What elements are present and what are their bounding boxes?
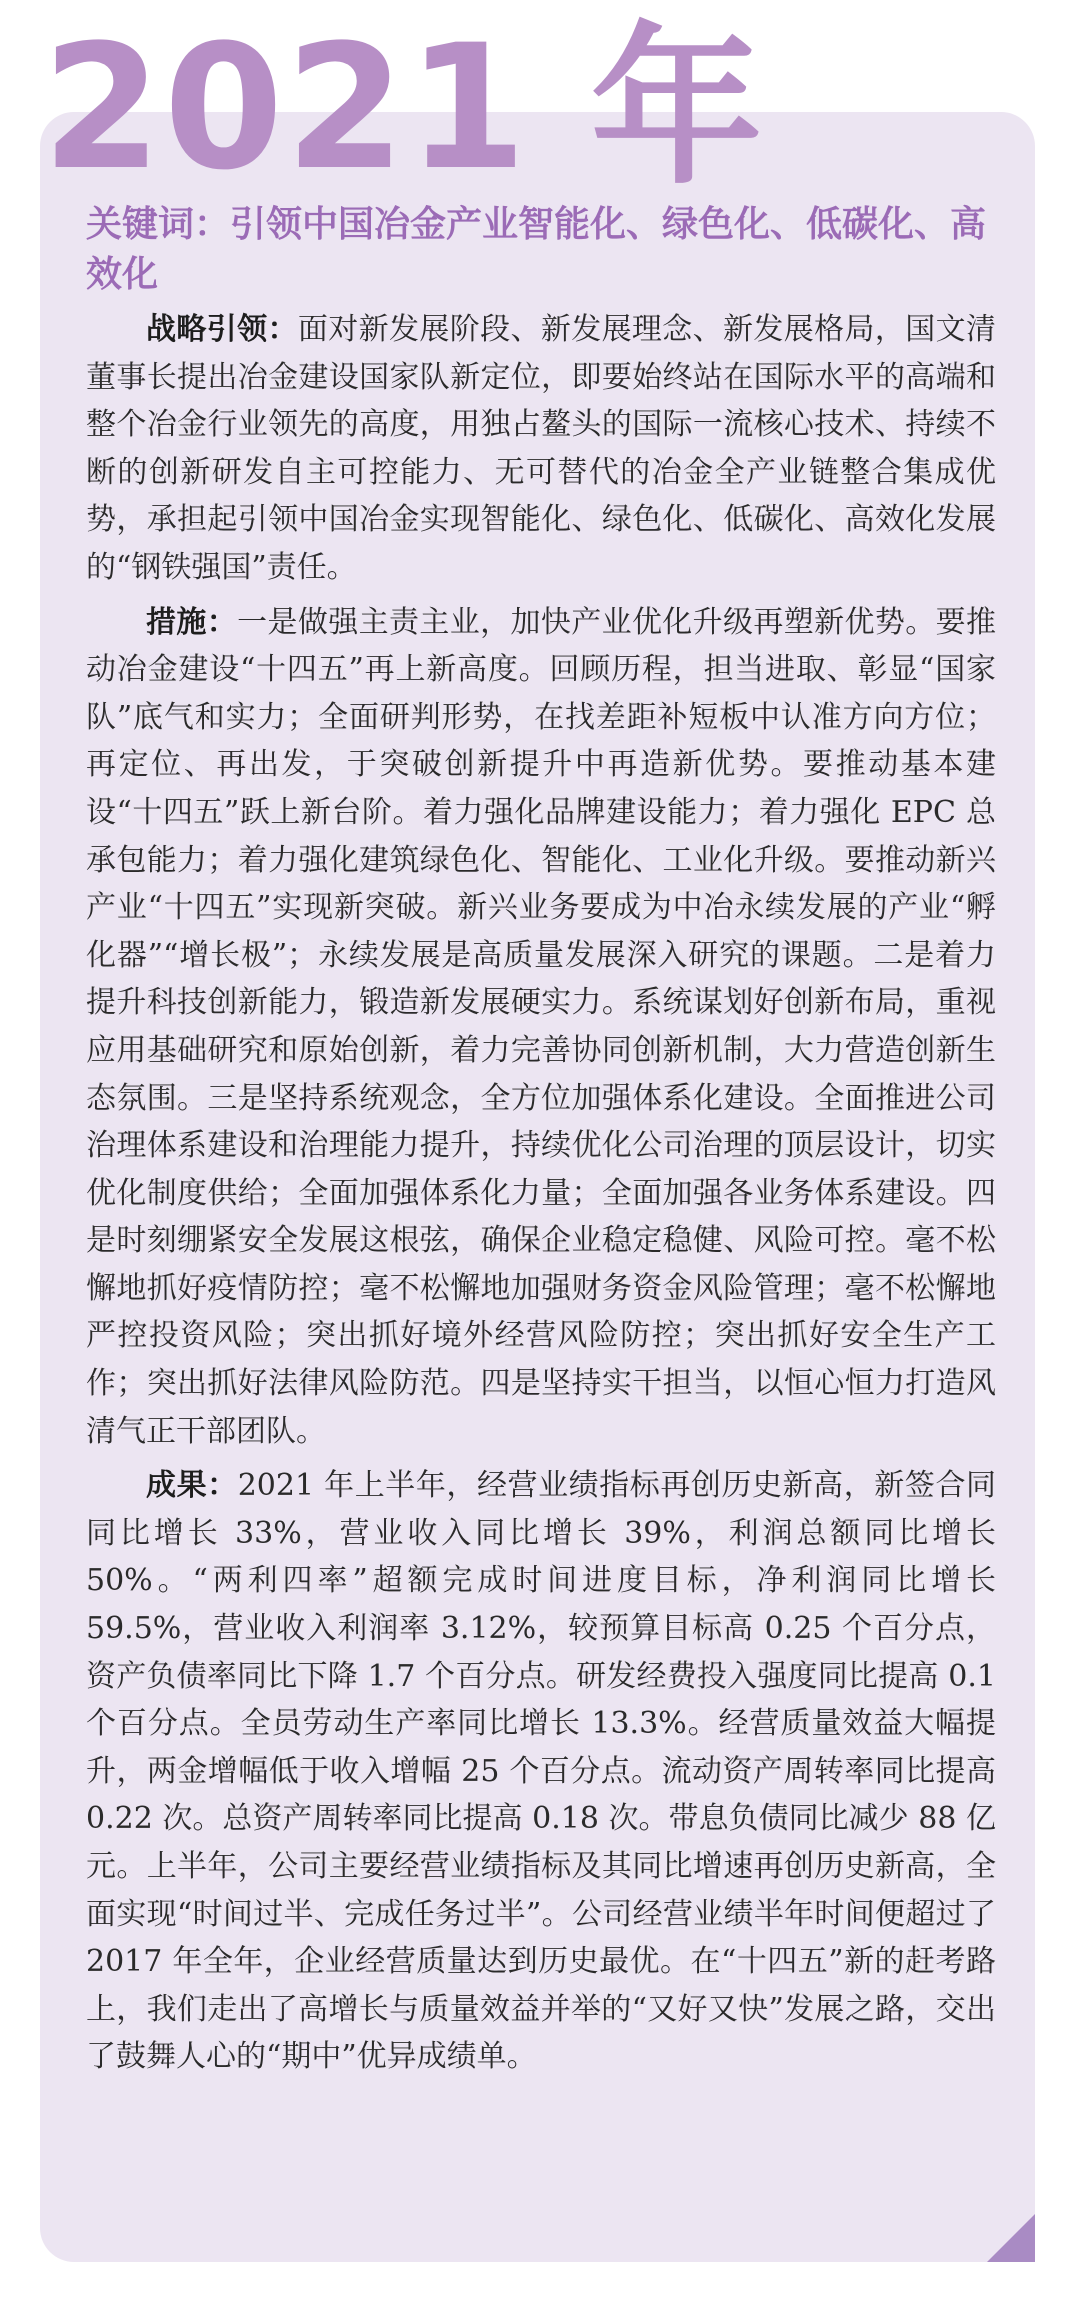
year-title: 2021 年 bbox=[42, 7, 765, 208]
paragraph-text: 一是做强主责主业，加快产业优化升级再塑新优势。要推动冶金建设“十四五”再上新高度。回顾历程，担当进取、彰显“国家队”底气和实力；全面研判形势，在找差距补短板中认准方向方位；再定位、再出发，于突破创新提升中再造新优势。要推动基本建设“十四五”跃上新台阶。着力强化品牌建设能力；着力强化 EPC 总承包能力；着力强化建筑绿色化、智能化、工业化升级。要推动新兴产业“十四五”实现新突破。新兴业务要成为中冶永续发展的产业“孵化器”“增长极”；永续发展是高质量发展深入研究的课题。二是着力提升科技创新能力，锻造新发展硬实力。系统谋划好创新布局，重视应用基础研究和原始创新，着力完善协同创新机制，大力营造创新生态氛围。三是坚持系统观念，全方位加强体系化建设。全面推进公司治理体系建设和治理能力提升，持续优化公司治理的顶层设计，切实优化制度供给；全面加强体系化力量；全面加强各业务体系建设。四是时刻绷紧安全发展这根弦，确保企业稳定稳健、风险可控。毫不松懈地抓好疫情防控；毫不松懈地加强财务资金风险管理；毫不松懈地严控投资风险；突出抓好境外经营风险防控；突出抓好安全生产工作；突出抓好法律风险防范。四是坚持实干担当，以恒心恒力打造风清气正干部团队。 bbox=[86, 604, 997, 1449]
paragraph-results bbox=[86, 1462, 996, 2081]
paragraph-text: 2021 年上半年，经营业绩指标再创历史新高，新签合同同比增长 33%，营业收入同比增长 39%，利润总额同比增长 50%。“两利四率”超额完成时间进度目标，净利润同比增长 59.5%，营业收入利润率 3.12%，较预算目标高 0.25 个百分点，资产负债率同比下降 1.7 个百分点。研发经费投入强度同比提高 0.1 个百分点。全员劳动生产率同比增长 13.3%。经营质量效益大幅提升，两金增幅低于收入增幅 25 个百分点。流动资产周转率同比提高 0.22 次。总资产周转率同比提高 0.18 次。带息负债同比减少 88 亿元。上半年，公司主要经营业绩指标及其同比增速再创历史新高，全面实现“时间过半、完成任务过半”。公司经营业绩半年时间便超过了 2017 年全年，企业经营质量达到历史最优。在“十四五”新的赶考路上，我们走出了高增长与质量效益并举的“又好又快”发展之路，交出了鼓舞人心的“期中”优异成绩单。 bbox=[86, 1468, 997, 2075]
paragraph-strategy bbox=[86, 306, 996, 592]
paragraph-measures bbox=[86, 599, 996, 1456]
article-body bbox=[86, 306, 996, 2088]
page-fold-corner bbox=[987, 2214, 1035, 2262]
paragraph-lead: 措施： bbox=[146, 604, 238, 640]
paragraph-lead: 战略引领： bbox=[146, 312, 298, 347]
paragraph-lead: 成果： bbox=[146, 1468, 238, 1504]
keywords-heading: 关键词：引领中国冶金产业智能化、绿色化、低碳化、高效化 bbox=[86, 204, 987, 295]
paragraph-text: 面对新发展阶段、新发展理念、新发展格局，国文清董事长提出冶金建设国家队新定位，即要始终站在国际水平的高端和整个冶金行业领先的高度，用独占鳌头的国际一流核心技术、持续不断的创新研发自主可控能力、无可替代的冶金全产业链整合集成优势，承担起引领中国冶金实现智能化、绿色化、低碳化、高效化发展的“钢铁强国”责任。 bbox=[86, 312, 997, 585]
